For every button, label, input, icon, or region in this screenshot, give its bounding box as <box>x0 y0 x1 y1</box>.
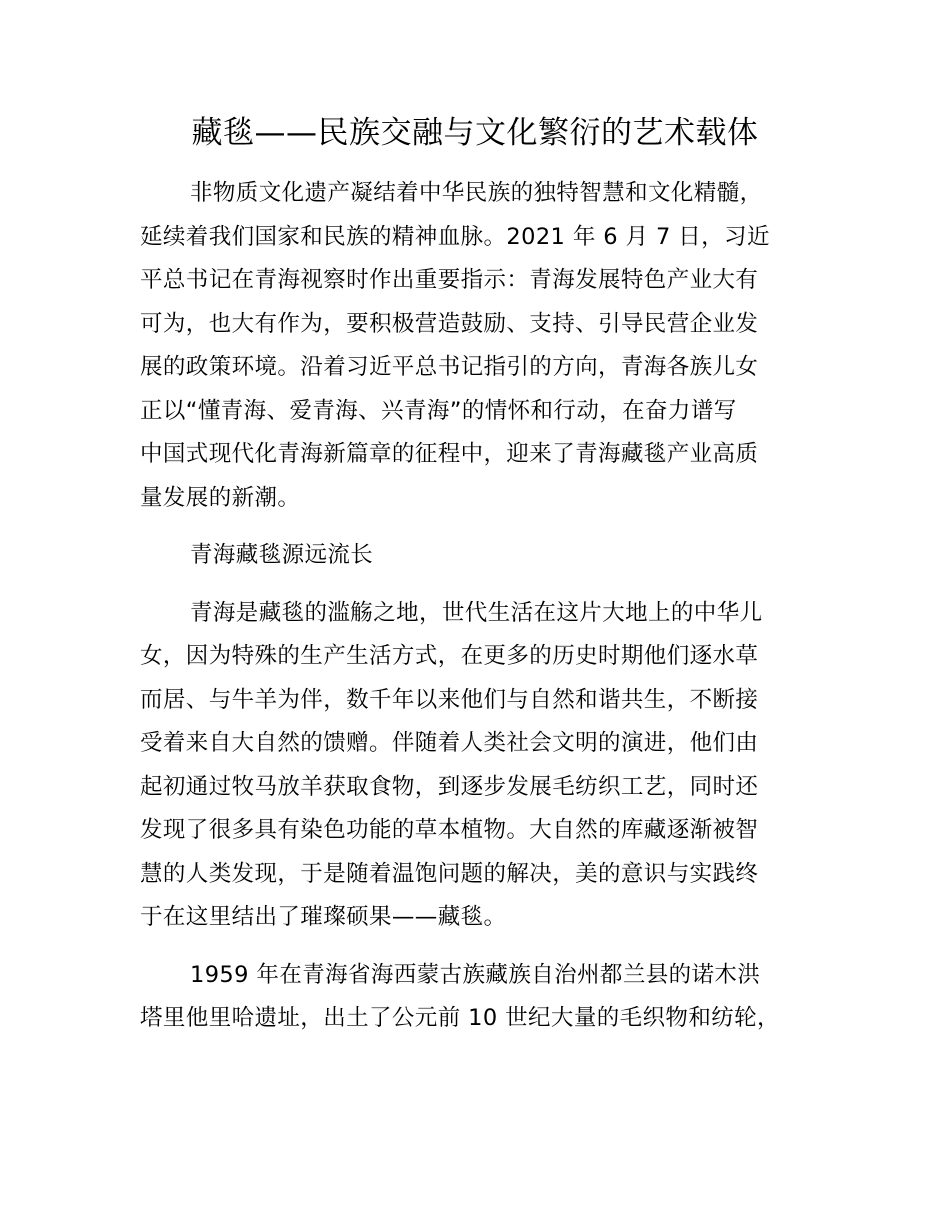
paragraph-line: 慧的人类发现，于是随着温饱问题的解决，美的意识与实践终 <box>140 860 759 887</box>
document-title: 藏毯——民族交融与文化繁衍的艺术载体 <box>191 115 759 151</box>
paragraph-line: 非物质文化遗产凝结着中华民族的独特智慧和文化精髓， <box>190 180 763 206</box>
paragraph-line: 塔里他里哈遗址，出土了公元前 10 世纪大量的毛织物和纺轮， <box>140 1005 780 1031</box>
paragraph-line: 发现了很多具有染色功能的草本植物。大自然的库藏逐渐被智 <box>140 817 759 843</box>
paragraph-line: 展的政策环境。沿着习近平总书记指引的方向，青海各族儿女 <box>140 354 759 380</box>
paragraph-line: 正以“懂青海、爱青海、兴青海”的情怀和行动，在奋力谱写 <box>140 397 737 424</box>
section-heading <box>140 534 816 578</box>
paragraph-3 <box>140 954 816 1041</box>
paragraph-line: 中国式现代化青海新篇章的征程中，迎来了青海藏毯产业高质 <box>140 441 759 467</box>
paragraph-line: 平总书记在青海视察时作出重要指示：青海发展特色产业大有 <box>140 267 759 293</box>
paragraph-line: 受着来自大自然的馈赠。伴随着人类社会文明的演进，他们由 <box>140 730 759 756</box>
paragraph-line: 量发展的新潮。 <box>140 484 301 511</box>
paragraph-line: 起初通过牧马放羊获取食物，到逐步发展毛纺织工艺，同时还 <box>140 773 759 800</box>
section-heading-text: 青海藏毯源远流长 <box>190 542 374 568</box>
paragraph-1 <box>140 172 816 520</box>
paragraph-line: 而居、与牛羊为伴，数千年以来他们与自然和谐共生，不断接 <box>140 686 759 713</box>
paragraph-line: 可为，也大有作为，要积极营造鼓励、支持、引导民营企业发 <box>140 310 759 337</box>
paragraph-line: 延续着我们国家和民族的精神血脉。2021 年 6 月 7 日，习近 <box>140 223 770 250</box>
paragraph-line: 青海是藏毯的滥觞之地，世代生活在这片大地上的中华儿 <box>190 599 763 626</box>
document-body <box>140 172 816 1041</box>
paragraph-line: 女，因为特殊的生产生活方式，在更多的历史时期他们逐水草 <box>140 643 759 669</box>
paragraph-line: 1959 年在青海省海西蒙古族藏族自治州都兰县的诺木洪 <box>190 961 761 988</box>
paragraph-line: 于在这里结出了璀璨硕果——藏毯。 <box>140 904 507 930</box>
paragraph-2 <box>140 592 816 940</box>
